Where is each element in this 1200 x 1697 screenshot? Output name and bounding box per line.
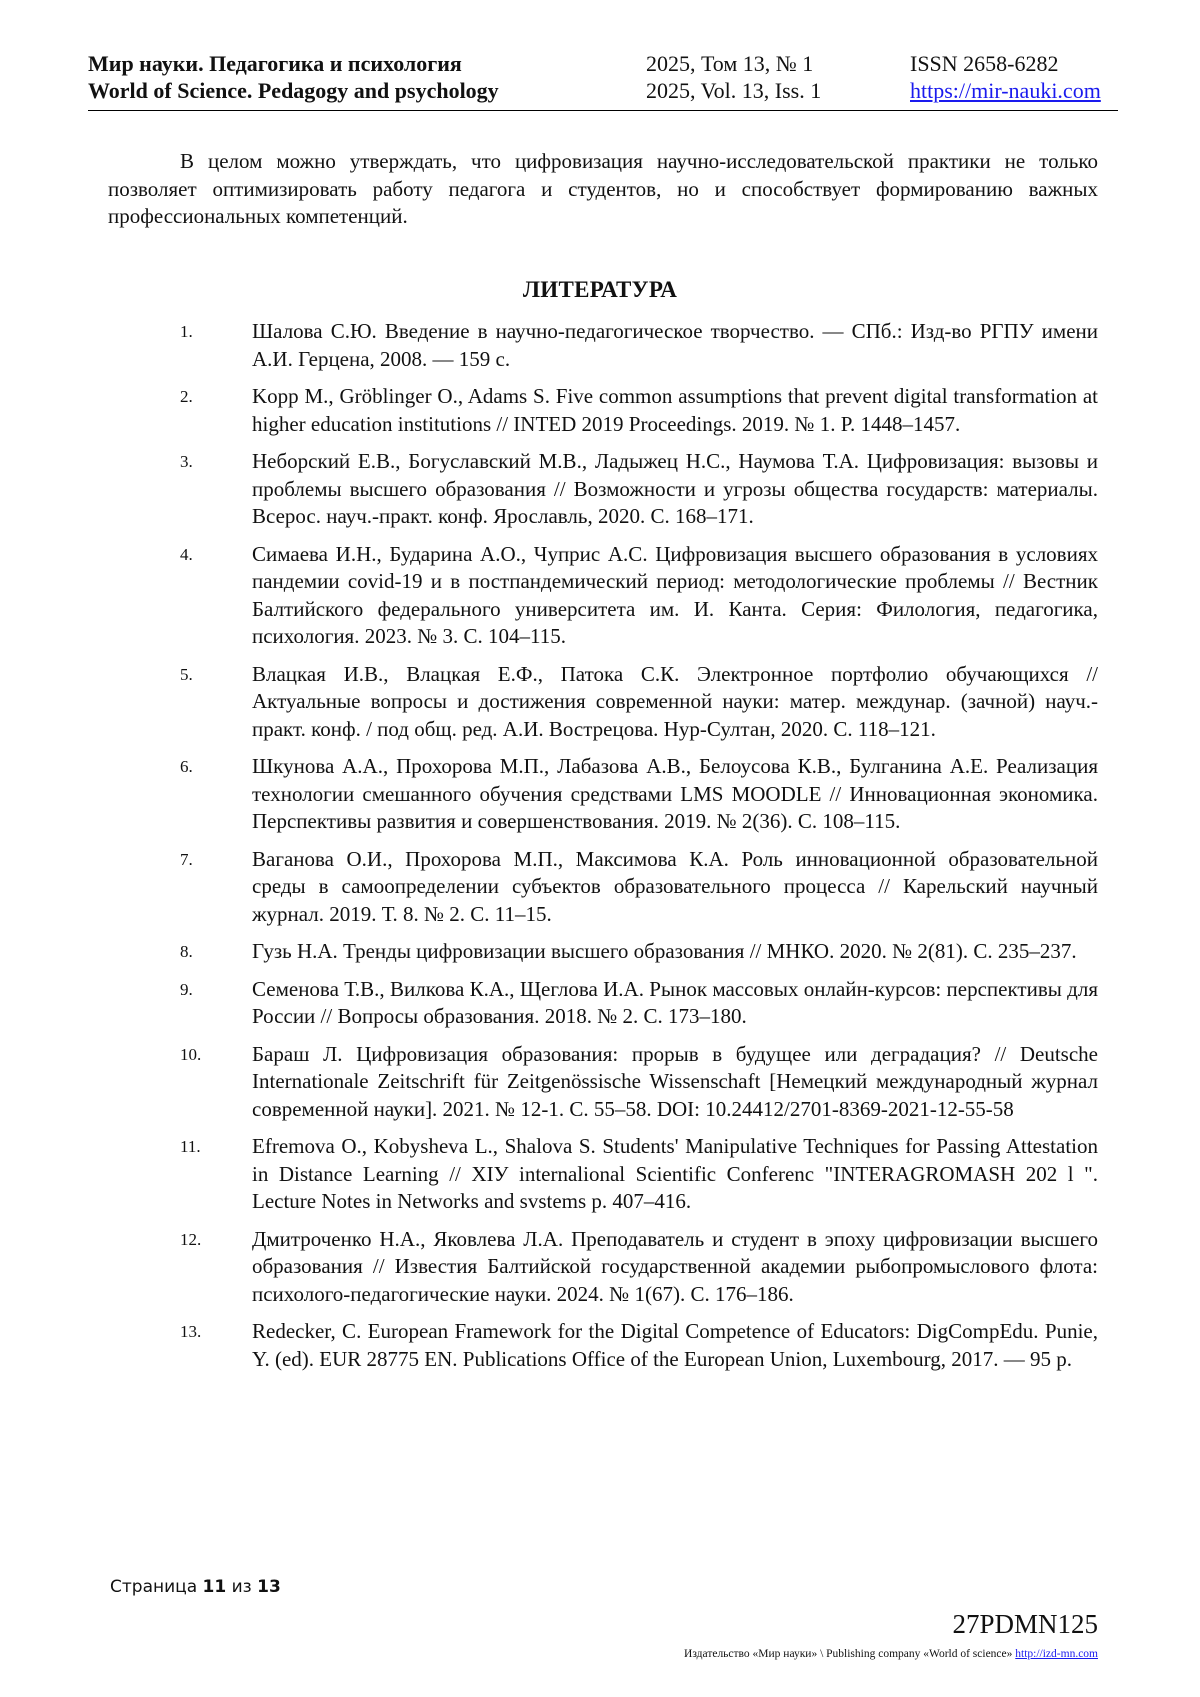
reference-item xyxy=(0,383,1200,438)
publisher-link[interactable]: http://izd-mn.com xyxy=(1015,1648,1098,1660)
publisher-line xyxy=(684,1648,1098,1660)
reference-number: 4. xyxy=(180,544,193,564)
reference-item xyxy=(0,846,1200,929)
literature-heading: ЛИТЕРАТУРА xyxy=(522,277,678,302)
reference-item xyxy=(0,938,1200,966)
article-code: 27PDMN125 xyxy=(952,1609,1098,1639)
reference-number: 8. xyxy=(180,942,193,961)
reference-number: 11. xyxy=(180,1137,201,1156)
publisher-text: Издательство «Мир науки» \ Publishing company «World of science» xyxy=(684,1648,1013,1660)
reference-text: Kopp M., Gröblinger O., Adams S. Five common assumptions that prevent digital transformation at higher education institutions // INTED 2019 Proceedings. 2019. № 1. P. 1448–1457. xyxy=(252,384,1098,436)
journal-title-en: World of Science. Pedagogy and psychology xyxy=(88,78,499,103)
reference-number: 6. xyxy=(180,757,193,776)
page-of: из xyxy=(231,1577,252,1597)
page-current: 11 xyxy=(202,1577,227,1597)
reference-item xyxy=(0,318,1200,373)
reference-text: Бараш Л. Цифровизация образования: прорыв в будущее или деградация? // Deutsche Internationale Zeitschrift für Zeitgenössische Wissenschaft [Немецкий международный журнал современной науки]. 2021. № 12-1. С. 55–58. DOI: 10.24412/2701-8369-2021-12-55-58 xyxy=(252,1041,1098,1121)
reference-number: 2. xyxy=(180,387,193,406)
page-counter xyxy=(110,1577,281,1597)
reference-item xyxy=(0,753,1200,836)
reference-number: 12. xyxy=(180,1229,202,1249)
reference-number: 13. xyxy=(180,1322,202,1341)
journal-header xyxy=(88,50,1118,104)
reference-text: Redecker, C. European Framework for the Digital Competence of Educators: DigCompEdu. Punie, Y. (ed). EUR 28775 EN. Publications Office of the European Union, Luxembourg, 2017. — 95 p. xyxy=(252,1319,1098,1371)
journal-url-link[interactable]: https://mir-nauki.com xyxy=(910,78,1101,103)
reference-number: 1. xyxy=(180,322,193,341)
reference-item xyxy=(0,976,1200,1031)
reference-text: Ваганова О.И., Прохорова М.П., Максимова К.А. Роль инновационной образовательной среды в самоопределении субъектов образовательного процесса // Карельский научный журнал. 2019. Т. 8. № 2. С. 11–15. xyxy=(252,846,1098,926)
reference-item xyxy=(0,448,1200,531)
page-word: Страница xyxy=(110,1577,198,1597)
reference-item xyxy=(0,1041,1200,1124)
reference-text: Шалова С.Ю. Введение в научно-педагогическое творчество. — СПб.: Изд-во РГПУ имени А.И. Герцена, 2008. — 159 с. xyxy=(252,319,1098,371)
page-total: 13 xyxy=(257,1577,281,1597)
header-divider xyxy=(88,110,1118,111)
reference-item xyxy=(0,1318,1200,1373)
reference-text: Дмитроченко Н.А., Яковлева Л.А. Преподаватель и студент в эпоху цифровизации высшего образования // Известия Балтийской государственной академии рыбопромыслового флота: психолого-педагогические науки. 2024. № 1(67). С. 176–186. xyxy=(252,1226,1098,1306)
reference-number: 5. xyxy=(180,664,193,684)
reference-number: 9. xyxy=(180,979,193,999)
issue-ru: 2025, Том 13, № 1 xyxy=(646,51,814,76)
reference-text: Семенова Т.В., Вилкова К.А., Щеглова И.А. Рынок массовых онлайн-курсов: перспективы для России // Вопросы образования. 2018. № 2. С. 173–180. xyxy=(252,976,1098,1028)
reference-item xyxy=(0,1133,1200,1216)
reference-text: Неборский Е.В., Богуславский М.В., Ладыжец Н.С., Наумова Т.А. Цифровизация: вызовы и проблемы высшего образования // Возможности и угрозы общества государств: материалы. Всерос. науч.-практ. конф. Ярославль, 2020. С. 168–171. xyxy=(252,449,1098,528)
reference-text: Гузь Н.А. Тренды цифровизации высшего образования // МНКО. 2020. № 2(81). С. 235–237. xyxy=(252,939,1077,963)
reference-item xyxy=(0,1226,1200,1309)
reference-text: Efremova O., Kobysheva L., Shalova S. Students' Manipulative Techniques for Passing Attestation in Distance Learning // XIУ internalional Scientific Conferenc "INTERAGROMASH 202 l ". Lecture Notes in Networks and svstems p. 407–416. xyxy=(252,1134,1098,1213)
intro-paragraph: В целом можно утверждать, что цифровизация научно-исследовательской практики не только позволяет оптимизировать работу педагога и студентов, но и способствует формированию важных профессиональных компетенций. xyxy=(108,149,1098,228)
reference-number: 7. xyxy=(180,849,193,869)
reference-number: 3. xyxy=(180,452,193,471)
reference-text: Симаева И.Н., Бударина А.О., Чуприс А.С. Цифровизация высшего образования в условиях пандемии covid-19 и в постпандемический период: методологические проблемы // Вестник Балтийского федерального университета им. И. Канта. Серия: Филология, педагогика, психология. 2023. № 3. С. 104–115. xyxy=(252,541,1098,648)
reference-number: 10. xyxy=(180,1044,202,1064)
reference-item xyxy=(0,661,1200,744)
issn: ISSN 2658-6282 xyxy=(910,51,1059,76)
reference-list xyxy=(0,318,1200,1383)
journal-title-ru: Мир науки. Педагогика и психология xyxy=(88,51,462,76)
issue-en: 2025, Vol. 13, Iss. 1 xyxy=(646,78,822,103)
reference-text: Влацкая И.В., Влацкая Е.Ф., Патока С.К. Электронное портфолио обучающихся // Актуальные вопросы и достижения современной науки: матер. междунар. (зачной) науч.-практ. конф. / под общ. ред. А.И. Вострецова. Нур-Султан, 2020. С. 118–121. xyxy=(252,661,1098,741)
reference-text: Шкунова А.А., Прохорова М.П., Лабазова А.В., Белоусова К.В., Булганина А.Е. Реализация технологии смешанного обучения средствами LMS MOODLE // Инновационная экономика. Перспективы развития и совершенствования. 2019. № 2(36). С. 108–115. xyxy=(252,754,1098,833)
reference-item xyxy=(0,541,1200,651)
